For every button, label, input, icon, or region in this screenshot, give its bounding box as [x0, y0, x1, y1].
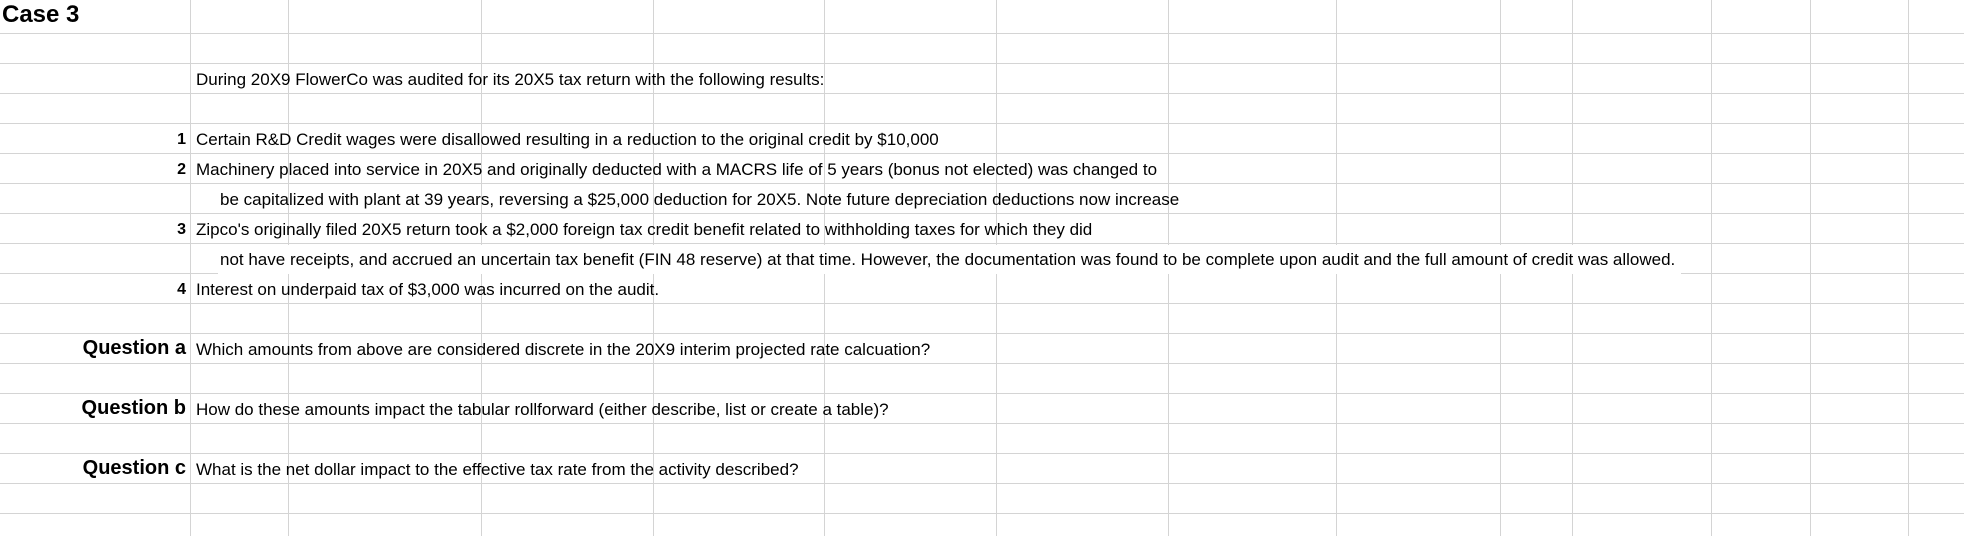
item-number: 3 — [177, 221, 186, 238]
grid-column-line — [1908, 0, 1909, 536]
item-number: 2 — [177, 161, 186, 178]
question-b-text: How do these amounts impact the tabular rollforward (either describe, list or create a table)? — [196, 400, 889, 419]
grid-column-line — [1711, 0, 1712, 536]
grid-column-line — [1810, 0, 1811, 536]
grid-row-line — [0, 333, 1964, 334]
item-text-continued: be capitalized with plant at 39 years, reversing a $25,000 deduction for 20X5. Note future depreciation deductions now increase — [220, 190, 1180, 209]
grid-row-line — [0, 513, 1964, 514]
question-c-label: Question c — [82, 457, 186, 479]
item-text-continued: not have receipts, and accrued an uncertain tax benefit (FIN 48 reserve) at that time. However, the documentation was found to be complete upon audit and the full amount of credit was allowed. — [218, 245, 1681, 274]
grid-row-line — [0, 123, 1964, 124]
grid-row-line — [0, 33, 1964, 34]
question-b-label: Question b — [81, 397, 186, 419]
case-title: Case 3 — [2, 1, 80, 28]
question-a-text: Which amounts from above are considered discrete in the 20X9 interim projected rate calcuation? — [196, 340, 931, 359]
item-number: 4 — [177, 281, 186, 298]
item-text: Zipco's originally filed 20X5 return took a $2,000 foreign tax credit benefit related to withholding taxes for which they did — [196, 220, 1093, 239]
question-a-label: Question a — [82, 337, 186, 359]
item-number: 1 — [177, 131, 186, 148]
grid-column-line — [190, 0, 191, 536]
item-text: Machinery placed into service in 20X5 and originally deducted with a MACRS life of 5 years (bonus not elected) was changed to — [196, 160, 1158, 179]
intro-text: During 20X9 FlowerCo was audited for its 20X5 tax return with the following results: — [196, 70, 825, 89]
question-c-text: What is the net dollar impact to the effective tax rate from the activity described? — [196, 460, 799, 479]
item-text: Interest on underpaid tax of $3,000 was incurred on the audit. — [196, 280, 660, 299]
grid-row-line — [0, 393, 1964, 394]
item-text: Certain R&D Credit wages were disallowed resulting in a reduction to the original credit by $10,000 — [196, 130, 939, 149]
grid-row-line — [0, 63, 1964, 64]
grid-row-line — [0, 453, 1964, 454]
